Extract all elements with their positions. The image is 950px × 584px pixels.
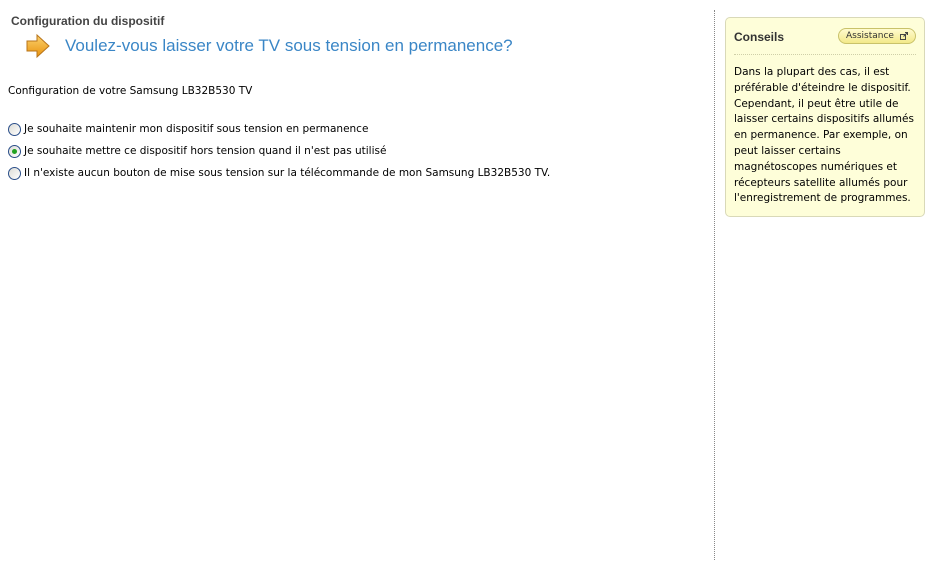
tips-panel bbox=[725, 17, 925, 217]
tips-header bbox=[734, 28, 916, 46]
radio-power-off-when-unused[interactable] bbox=[8, 145, 21, 158]
option-keep-on[interactable] bbox=[8, 118, 550, 140]
power-options-group bbox=[8, 118, 550, 184]
radio-keep-on[interactable] bbox=[8, 123, 21, 136]
radio-no-power-button[interactable] bbox=[8, 167, 21, 180]
option-no-power-button[interactable] bbox=[8, 162, 550, 184]
option-label[interactable]: Je souhaite maintenir mon dispositif sous tension en permanence bbox=[24, 123, 369, 135]
right-arrow-icon bbox=[26, 33, 50, 59]
tips-separator bbox=[734, 54, 916, 55]
assistance-button[interactable] bbox=[838, 28, 916, 44]
panel-divider bbox=[714, 10, 715, 560]
tips-title: Conseils bbox=[734, 30, 785, 44]
tips-body: Dans la plupart des cas, il est préférable d'éteindre le dispositif. Cependant, il peut être utile de laisser certains dispositifs allumés en permanence. Par exemple, on peut laisser certains magnétoscopes numériques et récepteurs satellite allumés pour l'enregistrement de programmes. bbox=[734, 66, 914, 205]
option-power-off-when-unused[interactable] bbox=[8, 140, 550, 162]
section-title: Configuration du dispositif bbox=[11, 14, 165, 28]
option-label[interactable]: Je souhaite mettre ce dispositif hors tension quand il n'est pas utilisé bbox=[24, 145, 387, 157]
external-link-icon bbox=[900, 32, 908, 40]
assistance-label[interactable]: Assistance bbox=[846, 31, 894, 41]
device-config-label: Configuration de votre Samsung LB32B530 TV bbox=[8, 85, 253, 97]
question-heading: Voulez-vous laisser votre TV sous tension en permanence? bbox=[65, 36, 513, 55]
question-row bbox=[26, 33, 513, 59]
option-label[interactable]: Il n'existe aucun bouton de mise sous tension sur la télécommande de mon Samsung LB32B530 TV. bbox=[24, 167, 551, 179]
